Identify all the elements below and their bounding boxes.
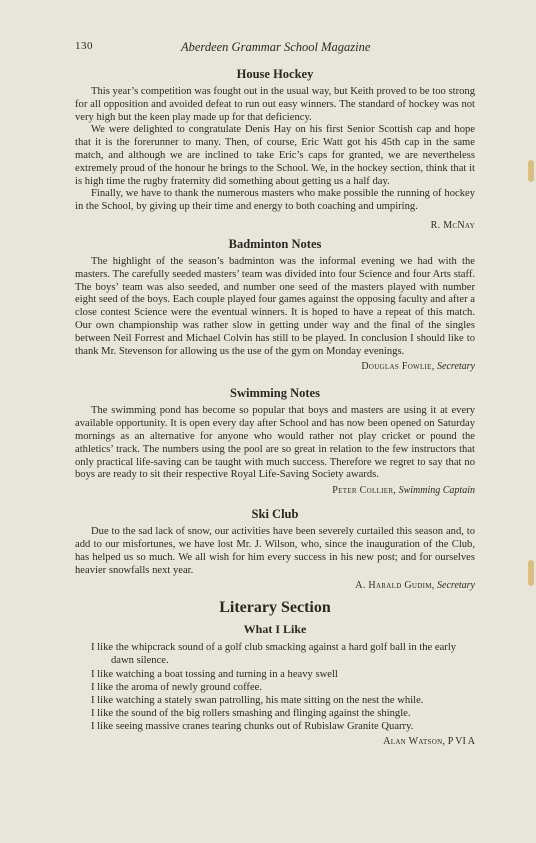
page-content — [75, 66, 475, 748]
signature-form: P VI A — [447, 735, 475, 747]
house-hockey-paragraph: This year’s competition was fought out in the usual way, but Keith proved to be too strong for all opposition and avoided defeat to run out easy winners. The standard of hockey was not very high but the keen play made up for that deficiency. — [75, 86, 475, 123]
badminton-heading: Badminton Notes — [228, 236, 322, 251]
badminton-section — [75, 236, 475, 373]
ski-club-heading: Ski Club — [251, 507, 299, 522]
literary-section — [75, 598, 475, 748]
signature-role: Secretary — [437, 361, 475, 373]
poem-line: I like watching a boat tossing and turning in a heavy swell — [91, 668, 338, 680]
margin-stain — [528, 160, 534, 182]
poem-line: I like the aroma of newly ground coffee. — [91, 681, 263, 693]
poem-line: I like seeing massive cranes tearing chunks out of Rubislaw Granite Quarry. — [91, 720, 414, 732]
literary-heading: Literary Section — [219, 599, 331, 617]
badminton-signature — [75, 360, 475, 373]
swimming-paragraph: The swimming pond has become so popular that boys and masters are using it at every available opportunity. It is open every day after School and has now been opened on Saturday mornings as an alternative for anyone who would rather not play cricket or pound the athletics’ track. The numbers using the pool are so great in relation to the few instructors that only practical life-saving can be taught with much success. Therefore we regret to say that no boys are ready to sit their respective Royal Life-Saving Society awards. — [75, 405, 475, 481]
house-hockey-paragraph: We were delighted to congratulate Denis Hay on his first Senior Scottish cap and hope that it is the forerunner to many. Then, of course, Eric Watt got his 45th cap in the same match, and although we are inclined to take Eric’s caps for granted, we are nevertheless extremely proud of the honour he brings to the School. We, in the hockey section, think that it is high time the rugby fraternity did something about getting us a half day. — [75, 124, 475, 187]
signature-name: Douglas Fowlie, — [361, 361, 435, 373]
signature-name: Alan Watson, — [383, 735, 446, 747]
badminton-paragraph: The highlight of the season’s badminton was the informal evening we had with the masters. The carefully seeded masters’ team was divided into four Science and four Arts staff. The boys’ team was also seeded, and number one seed of the masters played with number eight seed of the boys. Each couple played four games against the opposing faculty and after a close contest Science were the eventual winners. It is hoped to have a repeat of this match. Our own championship was rather slow in getting under way and the final of the singles between Neil Forrest and Michael Colvin has still to be played. In conclusion I should like to thank Mr. Stevenson for allowing us the use of the gym on Monday evenings. — [75, 255, 475, 357]
house-hockey-paragraph: Finally, we have to thank the numerous masters who make possible the running of hockey in the School, by giving up their time and energy to both coaching and umpiring. — [75, 188, 475, 213]
signature-name: A. Harald Gudim, — [355, 580, 435, 592]
swimming-heading: Swimming Notes — [230, 386, 320, 401]
ski-club-signature — [75, 579, 475, 592]
signature-role: Swimming Captain — [398, 485, 475, 497]
poem-body — [75, 641, 475, 733]
literary-signature — [75, 735, 475, 748]
house-hockey-signature — [75, 219, 475, 232]
margin-stain — [528, 560, 534, 586]
signature-name: R. McNay — [430, 219, 475, 231]
house-hockey-section — [75, 66, 475, 232]
swimming-signature — [75, 484, 475, 497]
swimming-section — [75, 385, 475, 497]
poem-title: What I Like — [243, 622, 307, 637]
signature-name: Peter Collier, — [332, 485, 397, 497]
page-header — [75, 40, 475, 58]
house-hockey-heading: House Hockey — [236, 67, 314, 81]
poem-line: I like watching a stately swan patrolling, his mate sitting on the nest the while. — [91, 694, 424, 706]
running-title: Aberdeen Grammar School Magazine — [181, 40, 371, 54]
poem-line: I like the whipcrack sound of a golf club smacking against a hard golf ball in the early dawn silence. — [91, 642, 457, 667]
poem-line: I like the sound of the big rollers smashing and flinging against the shingle. — [91, 707, 411, 719]
ski-club-section — [75, 506, 475, 592]
ski-club-paragraph: Due to the sad lack of snow, our activities have been severely curtailed this season and, to add to our misfortunes, we have lost Mr. J. Wilson, who, since the inauguration of the Club, has helped us so much. We all wish for him every success in his new post; and for ourselves heavier snowfalls next year. — [75, 526, 475, 576]
page-number: 130 — [75, 40, 93, 52]
signature-role: Secretary — [437, 580, 475, 592]
